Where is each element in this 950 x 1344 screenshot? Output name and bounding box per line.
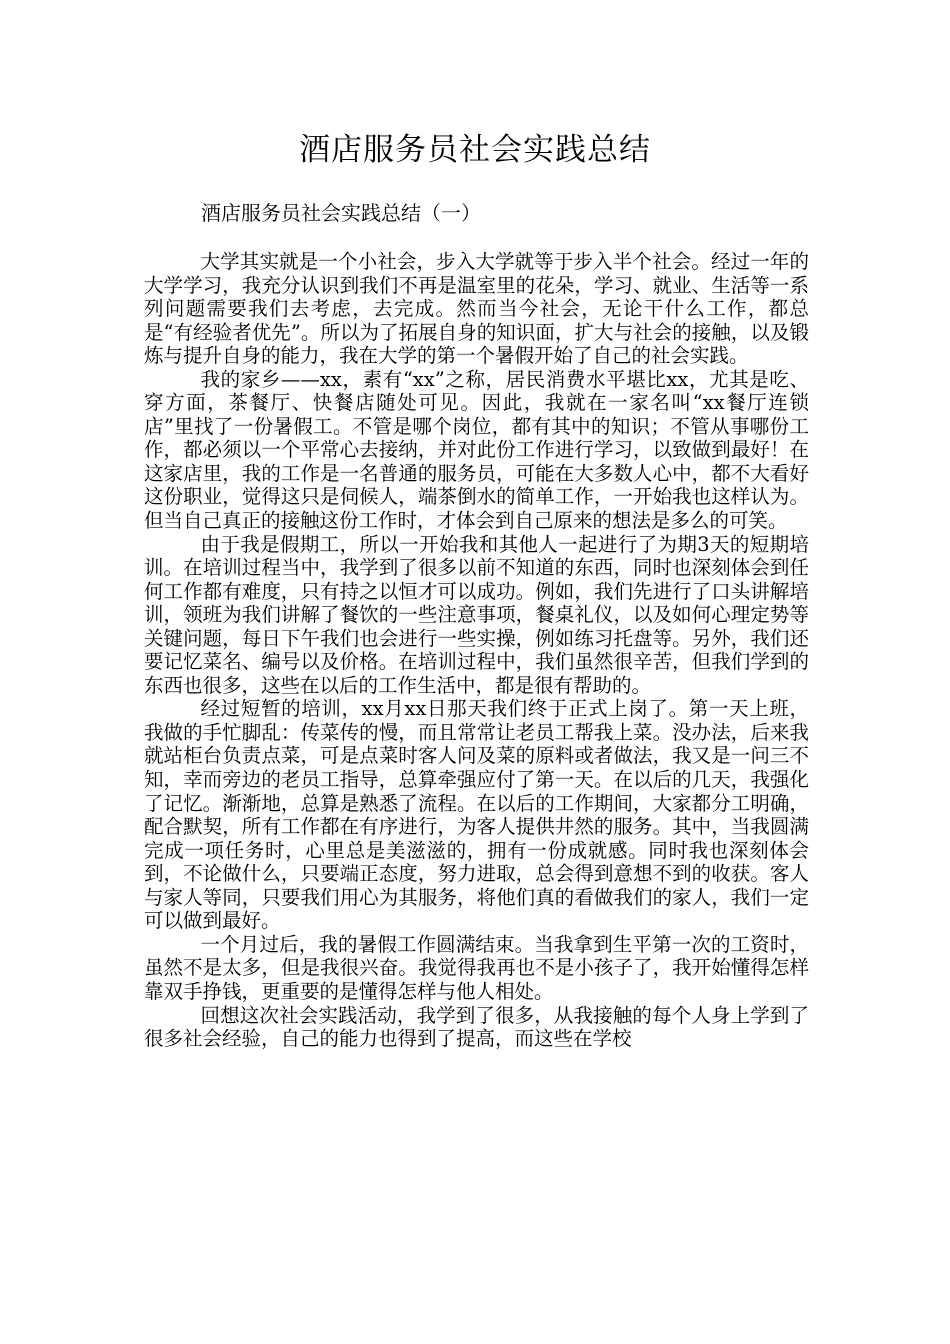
paragraph: 经过短暂的培训，xx月xx日那天我们终于正式上岗了。第一天上班，我做的手忙脚乱：传菜传的慢，而且常常让老员工帮我上菜。没办法，后来我就站柜台负责点菜，可是点菜时客人问及菜的原料或者做法，我又是一问三不知，幸而旁边的老员工指导，总算牵强应付了第一天。在以后的几天，我强化了记忆。渐渐地，总算是熟悉了流程。在以后的工作期间，大家都分工明确，配合默契，所有工作都在有序进行，为客人提供井然的服务。其中，当我圆满完成一项任务时，心里总是美滋滋的，拥有一份成就感。同时我也深刻体会到，不论做什么，只要端正态度，努力进取，总会得到意想不到的收获。客人与家人等同，只要我们用心为其服务，将他们真的看做我们的家人，我们一定可以做到最好。 (144, 697, 809, 933)
paragraph: 回想这次社会实践活动，我学到了很多，从我接触的每个人身上学到了很多社会经验，自己的能力也得到了提高，而这些在学校 (144, 1003, 809, 1051)
section-subtitle: 酒店服务员社会实践总结（一） (201, 201, 481, 225)
document-title: 酒店服务员社会实践总结 (299, 132, 651, 168)
paragraph: 我的家乡——xx，素有“xx”之称，居民消费水平堪比xx，尤其是吃、穿方面，茶餐厅、快餐店随处可见。因此，我就在一家名叫“xx餐厅连锁店”里找了一份暑假工。不管是哪个岗位，都有其中的知识；不管从事哪份工作，都必须以一个平常心去接纳，并对此份工作进行学习，以致做到最好！在这家店里，我的工作是一名普通的服务员，可能在大多数人心中，都不大看好这份职业，觉得这只是伺候人，端茶倒水的简单工作，一开始我也这样认为。但当自己真正的接触这份工作时，才体会到自己原来的想法是多么的可笑。 (144, 367, 809, 533)
paragraph: 大学其实就是一个小社会，步入大学就等于步入半个社会。经过一年的大学学习，我充分认识到我们不再是温室里的花朵，学习、就业、生活等一系列问题需要我们去考虑，去完成。然而当今社会，无论干什么工作，都总是“有经验者优先”。所以为了拓展自身的知识面，扩大与社会的接触，以及锻炼与提升自身的能力，我在大学的第一个暑假开始了自己的社会实践。 (144, 250, 809, 368)
paragraph: 一个月过后，我的暑假工作圆满结束。当我拿到生平第一次的工资时，虽然不是太多，但是我很兴奋。我觉得我再也不是小孩子了，我开始懂得怎样靠双手挣钱，更重要的是懂得怎样与他人相处。 (144, 932, 809, 1003)
document-body (144, 250, 809, 1051)
paragraph: 由于我是假期工，所以一开始我和其他人一起进行了为期3天的短期培训。在培训过程当中，我学到了很多以前不知道的东西，同时也深刻体会到任何工作都有难度，只有持之以恒才可以成功。例如，我们先进行了口头讲解培训，领班为我们讲解了餐饮的一些注意事项，餐桌礼仪，以及如何心理定势等关键问题，每日下午我们也会进行一些实操，例如练习托盘等。另外，我们还要记忆菜名、编号以及价格。在培训过程中，我们虽然很辛苦，但我们学到的东西也很多，这些在以后的工作生活中，都是很有帮助的。 (144, 532, 809, 697)
